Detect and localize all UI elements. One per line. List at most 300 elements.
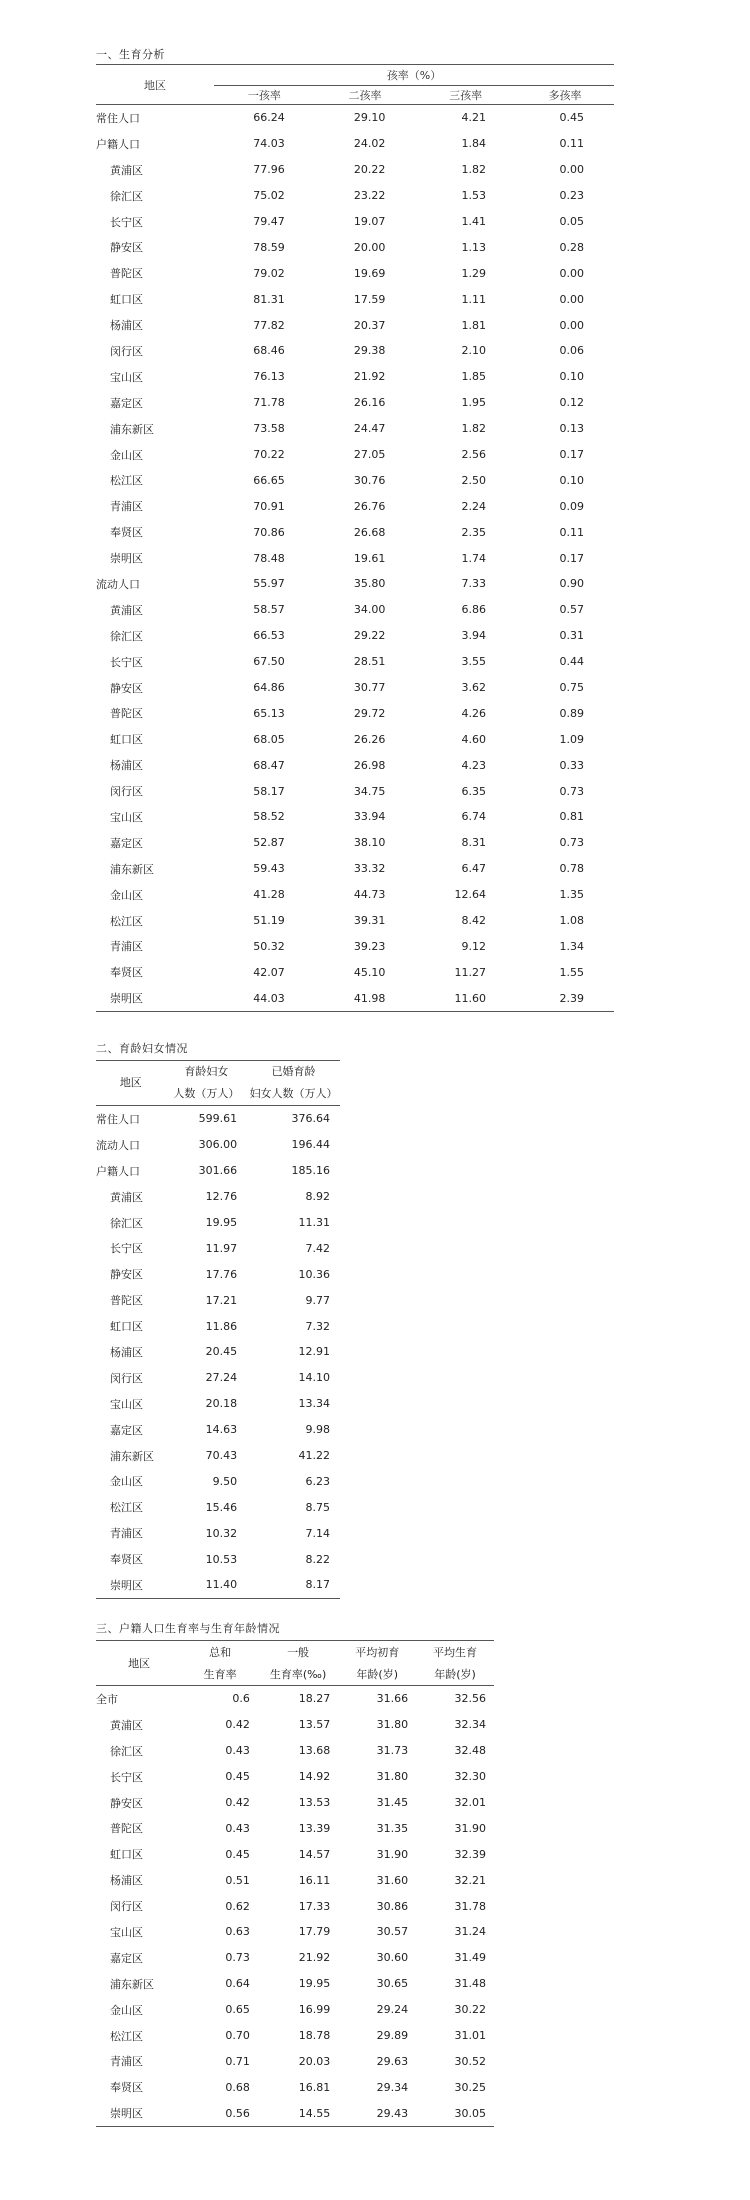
row-value-cell: 31.60 [376, 1873, 409, 1887]
row-value-cell: 74.03 [253, 137, 285, 151]
row-value-cell: 1.55 [559, 965, 584, 979]
table-row [96, 1158, 340, 1184]
row-region-name: 松江区 [110, 914, 143, 928]
table-header-row [96, 65, 614, 86]
row-value-cell: 1.09 [559, 732, 584, 746]
table-row [96, 934, 614, 960]
row-region-name: 户籍人口 [96, 1164, 140, 1178]
col-header-tfr-line2: 生育率 [182, 1663, 258, 1686]
row-value-cell: 306.00 [198, 1138, 238, 1152]
row-value-cell: 17.21 [205, 1293, 238, 1307]
row-region-name: 崇明区 [110, 1578, 143, 1592]
row-region-name: 浦东新区 [110, 1977, 154, 1991]
row-value-cell: 76.13 [253, 370, 285, 384]
row-value-cell: 42.07 [253, 965, 285, 979]
table-row [96, 700, 614, 726]
row-value-cell: 4.23 [461, 758, 486, 772]
row-region-name: 长宁区 [110, 215, 143, 229]
row-region-name: 青浦区 [110, 2055, 143, 2069]
row-region-name: 普陀区 [110, 267, 143, 281]
row-value-cell: 41.22 [298, 1449, 330, 1463]
row-value-cell: 0.65 [225, 2003, 250, 2017]
row-value-cell: 1.74 [461, 551, 486, 565]
row-value-cell: 29.63 [376, 2054, 409, 2068]
row-region-name: 崇明区 [110, 2107, 143, 2121]
row-value-cell: 12.76 [205, 1190, 238, 1204]
row-region-name: 全市 [96, 1692, 118, 1706]
table-row [96, 493, 614, 519]
row-value-cell: 0.00 [559, 292, 584, 306]
row-value-cell: 31.80 [376, 1718, 409, 1732]
row-value-cell: 70.43 [205, 1449, 238, 1463]
row-region-name: 青浦区 [110, 940, 143, 954]
row-value-cell: 11.60 [454, 991, 486, 1005]
row-value-cell: 13.68 [298, 1744, 331, 1758]
row-region-name: 黄浦区 [110, 163, 143, 177]
row-value-cell: 19.69 [353, 266, 386, 280]
row-value-cell: 26.16 [353, 396, 386, 410]
row-value-cell: 66.53 [253, 629, 285, 643]
table-row [96, 623, 614, 649]
row-value-cell: 6.47 [461, 862, 486, 876]
row-value-cell: 31.45 [376, 1796, 409, 1809]
row-value-cell: 27.24 [205, 1371, 238, 1385]
row-value-cell: 34.75 [353, 784, 386, 798]
row-value-cell: 7.42 [305, 1241, 330, 1255]
row-value-cell: 18.78 [298, 2029, 331, 2043]
col-header-third-child: 三孩率 [415, 86, 516, 105]
region-header: 地区 [96, 1641, 182, 1686]
row-value-cell: 32.56 [454, 1692, 486, 1706]
row-region-name: 宝山区 [110, 810, 143, 824]
row-value-cell: 58.17 [253, 784, 285, 798]
row-value-cell: 0.09 [559, 499, 584, 513]
col-header-multi-child: 多孩率 [516, 86, 614, 105]
row-value-cell: 0.62 [225, 1899, 250, 1913]
row-value-cell: 65.13 [253, 706, 285, 720]
row-value-cell: 9.12 [461, 939, 486, 953]
row-region-name: 浦东新区 [110, 862, 154, 876]
row-value-cell: 32.34 [454, 1718, 486, 1732]
table-row [96, 1210, 340, 1236]
col-header-tfr-line1: 总和 [209, 1646, 232, 1659]
row-value-cell: 24.47 [353, 422, 386, 436]
row-value-cell: 50.32 [253, 939, 285, 953]
fertility-rate-table [96, 64, 614, 1012]
row-value-cell: 17.76 [205, 1267, 238, 1281]
table-row [96, 1339, 340, 1365]
row-value-cell: 1.11 [461, 292, 486, 306]
row-value-cell: 8.31 [461, 836, 486, 850]
row-value-cell: 20.00 [353, 240, 386, 254]
row-region-name: 闵行区 [110, 1371, 143, 1385]
row-value-cell: 7.32 [305, 1319, 330, 1333]
table-row [96, 1546, 340, 1572]
row-value-cell: 0.73 [225, 1951, 250, 1965]
row-value-cell: 13.39 [298, 1821, 331, 1835]
row-value-cell: 4.60 [461, 732, 486, 746]
row-value-cell: 1.41 [461, 215, 486, 228]
table-row [96, 752, 614, 778]
row-value-cell: 27.05 [353, 448, 386, 462]
row-value-cell: 0.6 [232, 1692, 250, 1706]
table-row [96, 1391, 340, 1417]
row-value-cell: 2.10 [461, 344, 486, 358]
col-header-avg-birth-age-line2: 年龄(岁) [416, 1663, 494, 1686]
row-value-cell: 14.10 [298, 1371, 330, 1385]
row-value-cell: 0.78 [559, 862, 584, 876]
row-region-name: 流动人口 [96, 577, 140, 591]
row-region-name: 宝山区 [110, 1397, 143, 1411]
row-value-cell: 14.55 [298, 2106, 331, 2120]
table-row [96, 131, 614, 157]
row-value-cell: 28.51 [353, 655, 386, 669]
rate-group-header: 孩率（%） [214, 65, 614, 86]
row-value-cell: 79.02 [253, 266, 285, 280]
row-value-cell: 6.86 [461, 603, 486, 617]
col-header-women-count-line1: 育龄妇女 [184, 1065, 229, 1079]
table-row [96, 1106, 340, 1132]
table-row [96, 597, 614, 623]
row-region-name: 松江区 [110, 2029, 143, 2043]
row-value-cell: 1.84 [461, 137, 486, 151]
row-value-cell: 32.48 [454, 1744, 486, 1758]
row-value-cell: 17.79 [298, 1925, 331, 1939]
row-value-cell: 32.01 [454, 1796, 486, 1809]
row-value-cell: 31.48 [454, 1977, 486, 1991]
row-value-cell: 26.98 [353, 758, 386, 772]
row-region-name: 奉贤区 [110, 966, 143, 980]
table-row [96, 390, 614, 416]
row-value-cell: 30.86 [376, 1899, 409, 1913]
row-value-cell: 39.23 [353, 939, 386, 953]
row-value-cell: 41.28 [253, 888, 285, 902]
row-value-cell: 31.90 [376, 1847, 409, 1861]
row-value-cell: 0.45 [225, 1770, 250, 1784]
childbearing-women-table [96, 1060, 340, 1599]
row-value-cell: 31.66 [376, 1692, 409, 1706]
row-region-name: 普陀区 [110, 1294, 143, 1308]
row-value-cell: 16.11 [298, 1873, 331, 1887]
row-value-cell: 31.24 [454, 1925, 486, 1939]
row-region-name: 嘉定区 [110, 836, 143, 850]
row-region-name: 崇明区 [110, 552, 143, 566]
row-value-cell: 0.57 [559, 603, 584, 617]
row-value-cell: 0.05 [559, 215, 584, 228]
row-value-cell: 20.22 [353, 163, 386, 177]
row-value-cell: 0.73 [559, 784, 584, 798]
row-value-cell: 599.61 [198, 1112, 238, 1126]
row-value-cell: 185.16 [291, 1164, 330, 1178]
row-region-name: 静安区 [110, 1796, 143, 1810]
row-value-cell: 14.92 [298, 1770, 331, 1784]
row-region-name: 金山区 [110, 888, 143, 902]
row-region-name: 青浦区 [110, 1527, 143, 1541]
row-value-cell: 0.06 [559, 344, 584, 358]
table-row [96, 1443, 340, 1469]
row-region-name: 长宁区 [110, 1242, 143, 1256]
row-value-cell: 9.77 [305, 1293, 330, 1307]
row-value-cell: 0.89 [559, 706, 584, 720]
table-row [96, 1494, 340, 1520]
row-region-name: 户籍人口 [96, 137, 140, 151]
table-row [96, 908, 614, 934]
row-value-cell: 0.12 [559, 396, 584, 410]
row-value-cell: 55.97 [253, 577, 285, 591]
row-value-cell: 29.72 [353, 706, 386, 720]
table-row [96, 2048, 494, 2074]
table-row [96, 338, 614, 364]
table-row [96, 260, 614, 286]
table-row [96, 1686, 494, 1712]
row-region-name: 杨浦区 [110, 759, 143, 773]
row-region-name: 金山区 [110, 448, 143, 462]
row-value-cell: 26.68 [353, 525, 386, 539]
table-row [96, 1235, 340, 1261]
row-region-name: 崇明区 [110, 992, 143, 1006]
col-header-gfr-line1: 一般 [287, 1646, 310, 1659]
row-value-cell: 32.30 [454, 1770, 486, 1784]
row-value-cell: 35.80 [353, 577, 386, 591]
row-value-cell: 0.11 [559, 525, 584, 539]
col-header-first-child: 一孩率 [214, 86, 315, 105]
row-value-cell: 29.10 [353, 111, 386, 125]
row-value-cell: 20.37 [353, 318, 386, 332]
row-region-name: 虹口区 [110, 733, 143, 747]
row-value-cell: 11.86 [205, 1319, 238, 1333]
row-value-cell: 11.97 [205, 1241, 238, 1255]
row-value-cell: 58.52 [253, 810, 285, 824]
row-value-cell: 44.73 [353, 888, 386, 902]
region-header: 地区 [96, 65, 214, 105]
row-value-cell: 0.63 [225, 1925, 250, 1939]
row-value-cell: 0.00 [559, 266, 584, 280]
birth-rate-age-table [96, 1640, 494, 2127]
table-row [96, 2074, 494, 2100]
row-value-cell: 3.62 [461, 681, 486, 695]
row-region-name: 奉贤区 [110, 2081, 143, 2095]
row-region-name: 黄浦区 [110, 1718, 143, 1732]
section-title-fertility-analysis: 一、生育分析 [96, 48, 165, 61]
row-value-cell: 31.35 [376, 1821, 409, 1835]
row-value-cell: 16.81 [298, 2080, 331, 2094]
row-value-cell: 0.71 [225, 2054, 250, 2068]
row-value-cell: 39.31 [353, 914, 386, 928]
row-value-cell: 0.31 [559, 629, 584, 643]
row-region-name: 长宁区 [110, 1770, 143, 1784]
row-value-cell: 78.59 [253, 240, 285, 254]
row-region-name: 常住人口 [96, 1112, 140, 1126]
row-value-cell: 1.34 [559, 939, 584, 953]
row-value-cell: 29.34 [376, 2080, 409, 2094]
row-value-cell: 0.56 [225, 2106, 250, 2120]
row-value-cell: 30.05 [454, 2106, 486, 2120]
row-value-cell: 0.00 [559, 163, 584, 177]
row-value-cell: 20.03 [298, 2054, 331, 2068]
row-region-name: 长宁区 [110, 655, 143, 669]
table-row [96, 1417, 340, 1443]
row-value-cell: 19.95 [298, 1977, 331, 1991]
row-value-cell: 71.78 [253, 396, 285, 410]
row-region-name: 虹口区 [110, 1848, 143, 1862]
row-value-cell: 52.87 [253, 836, 285, 850]
row-value-cell: 1.53 [461, 189, 486, 203]
row-value-cell: 19.07 [353, 215, 386, 228]
table-row [96, 286, 614, 312]
row-value-cell: 66.24 [253, 111, 285, 125]
row-region-name: 虹口区 [110, 293, 143, 307]
row-region-name: 常住人口 [96, 111, 140, 125]
row-value-cell: 26.26 [353, 732, 386, 746]
row-value-cell: 31.78 [454, 1899, 486, 1913]
row-value-cell: 2.39 [559, 991, 584, 1005]
row-value-cell: 51.19 [253, 914, 285, 928]
table-row [96, 519, 614, 545]
row-value-cell: 21.92 [298, 1951, 331, 1965]
table-row [96, 1945, 494, 1971]
row-value-cell: 78.48 [253, 551, 285, 565]
row-value-cell: 70.22 [253, 448, 285, 462]
row-value-cell: 1.08 [559, 914, 584, 928]
col-header-women-count-line2: 人数（万人） [166, 1083, 248, 1106]
row-value-cell: 29.43 [376, 2106, 409, 2120]
row-region-name: 宝山区 [110, 1925, 143, 1939]
row-value-cell: 30.76 [353, 473, 386, 487]
row-value-cell: 8.92 [305, 1190, 330, 1204]
row-region-name: 松江区 [110, 1501, 143, 1515]
row-value-cell: 8.17 [305, 1578, 330, 1592]
row-value-cell: 30.60 [376, 1951, 409, 1965]
table-row [96, 959, 614, 985]
row-value-cell: 2.56 [461, 448, 486, 462]
row-region-name: 奉贤区 [110, 1553, 143, 1567]
table-row [96, 234, 614, 260]
row-region-name: 虹口区 [110, 1320, 143, 1334]
row-region-name: 金山区 [110, 2003, 143, 2017]
row-value-cell: 59.43 [253, 862, 285, 876]
row-value-cell: 30.22 [454, 2003, 486, 2017]
col-header-married-women-line2: 妇女人数（万人） [247, 1083, 340, 1106]
table-row [96, 675, 614, 701]
table-row [96, 545, 614, 571]
row-value-cell: 8.42 [461, 914, 486, 928]
col-header-first-birth-age-line2: 年龄(岁) [338, 1663, 416, 1686]
row-region-name: 闵行区 [110, 1900, 143, 1914]
row-region-name: 浦东新区 [110, 1449, 154, 1463]
table-row [96, 105, 614, 131]
row-value-cell: 0.00 [559, 318, 584, 332]
table-row [96, 312, 614, 338]
row-region-name: 闵行区 [110, 785, 143, 799]
row-value-cell: 2.35 [461, 525, 486, 539]
col-header-married-women-line1: 已婚育龄 [271, 1065, 316, 1079]
table-row [96, 1365, 340, 1391]
table-row [96, 882, 614, 908]
table-row [96, 778, 614, 804]
row-value-cell: 11.27 [454, 965, 486, 979]
row-region-name: 嘉定区 [110, 1423, 143, 1437]
table-row [96, 1520, 340, 1546]
table-row [96, 2100, 494, 2126]
row-region-name: 杨浦区 [110, 1345, 143, 1359]
row-value-cell: 13.53 [298, 1796, 331, 1809]
row-value-cell: 2.24 [461, 499, 486, 513]
row-value-cell: 10.53 [205, 1552, 238, 1566]
row-value-cell: 1.81 [461, 318, 486, 332]
row-value-cell: 26.76 [353, 499, 386, 513]
table-row [96, 1815, 494, 1841]
row-value-cell: 15.46 [205, 1500, 238, 1514]
table-row [96, 1572, 340, 1598]
row-value-cell: 13.57 [298, 1718, 331, 1732]
row-value-cell: 0.11 [559, 137, 584, 151]
row-value-cell: 66.65 [253, 473, 285, 487]
row-region-name: 松江区 [110, 474, 143, 488]
table-row [96, 985, 614, 1011]
row-region-name: 金山区 [110, 1475, 143, 1489]
table-row [96, 183, 614, 209]
table-row [96, 1132, 340, 1158]
row-value-cell: 6.35 [461, 784, 486, 798]
row-value-cell: 10.36 [298, 1267, 330, 1281]
row-value-cell: 0.17 [559, 448, 584, 462]
row-value-cell: 67.50 [253, 655, 285, 669]
table-row [96, 830, 614, 856]
row-value-cell: 68.05 [253, 732, 285, 746]
col-header-first-birth-age-line1: 平均初育 [355, 1646, 400, 1659]
row-region-name: 杨浦区 [110, 319, 143, 333]
table-row [96, 1841, 494, 1867]
row-value-cell: 31.73 [376, 1744, 409, 1758]
row-value-cell: 29.22 [353, 629, 386, 643]
row-value-cell: 376.64 [291, 1112, 330, 1126]
row-value-cell: 31.90 [454, 1821, 486, 1835]
table-row [96, 2023, 494, 2049]
row-value-cell: 0.28 [559, 240, 584, 254]
table-row [96, 1313, 340, 1339]
row-value-cell: 34.00 [353, 603, 386, 617]
row-value-cell: 29.89 [376, 2029, 409, 2043]
row-value-cell: 9.50 [212, 1474, 238, 1488]
row-value-cell: 0.75 [559, 681, 584, 695]
row-value-cell: 30.77 [353, 681, 386, 695]
table-row [96, 649, 614, 675]
row-value-cell: 30.57 [376, 1925, 409, 1939]
row-value-cell: 0.64 [225, 1977, 250, 1991]
row-value-cell: 68.47 [253, 758, 285, 772]
row-value-cell: 32.39 [454, 1847, 486, 1861]
row-value-cell: 0.43 [225, 1744, 250, 1758]
table-row [96, 467, 614, 493]
row-value-cell: 33.32 [353, 862, 386, 876]
row-value-cell: 1.82 [461, 422, 486, 436]
row-value-cell: 14.57 [298, 1847, 331, 1861]
row-value-cell: 17.33 [298, 1899, 331, 1913]
row-value-cell: 6.74 [461, 810, 486, 824]
row-value-cell: 13.34 [298, 1397, 330, 1411]
row-region-name: 杨浦区 [110, 1874, 143, 1888]
row-value-cell: 0.90 [559, 577, 584, 591]
table-header-row [96, 1641, 494, 1664]
row-value-cell: 31.49 [454, 1951, 486, 1965]
row-region-name: 浦东新区 [110, 422, 154, 436]
row-value-cell: 19.61 [353, 551, 386, 565]
row-region-name: 徐汇区 [110, 189, 143, 203]
row-region-name: 普陀区 [110, 707, 143, 721]
table-row [96, 726, 614, 752]
col-header-gfr-line2: 生育率(‰) [258, 1663, 338, 1686]
row-value-cell: 0.10 [559, 473, 584, 487]
